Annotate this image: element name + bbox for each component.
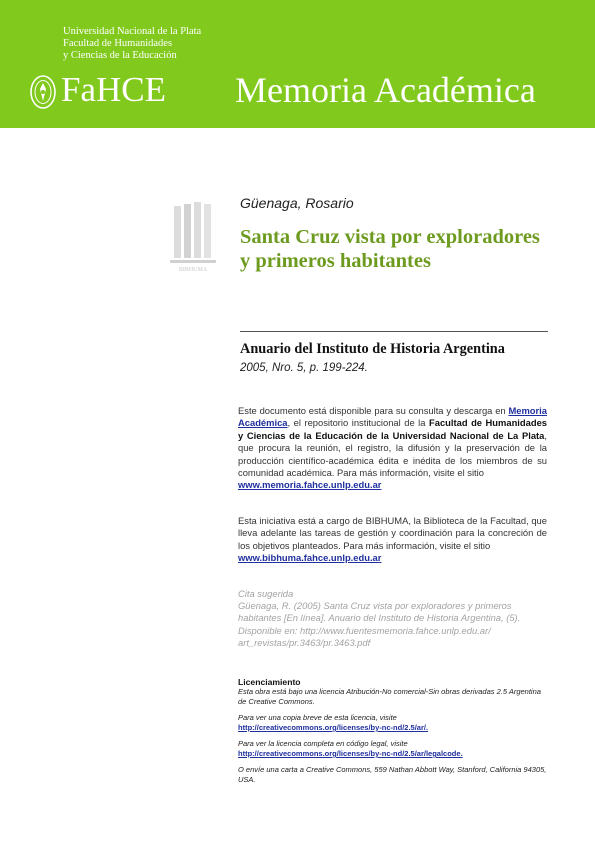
document-title: Santa Cruz vista por exploradores y primeros habitantes (240, 226, 540, 272)
university-name (63, 26, 201, 62)
license-address: O envíe una carta a Creative Commons, 559 Nathan Abbott Way, Stanford, California 94305, USA. (238, 765, 547, 784)
university-line: Universidad Nacional de la Plata (63, 26, 202, 37)
citation-line: Güenaga, R. (2005) Santa Cruz vista por exploradores y primeros (238, 600, 512, 612)
info-text: , el repositorio institucional de la (287, 417, 429, 429)
bibhuma-info-paragraph (238, 515, 547, 565)
license-copy-text: Para ver una copia breve de esta licencia, visite (238, 713, 397, 722)
license-text: Esta obra está bajo una licencia Atribución-No comercial-Sin obras derivadas 2.5 Argentina de Creative Commons. (238, 687, 541, 706)
header-banner (0, 0, 595, 128)
repository-info-paragraph (238, 405, 547, 492)
fahce-logo-text: FaHCE (61, 70, 166, 109)
memoria-academica-link[interactable]: Memoria Académica (238, 405, 547, 429)
citation-label: Cita sugerida (238, 588, 294, 599)
suggested-citation (238, 588, 547, 649)
license-short-link[interactable]: http://creativecommons.org/licenses/by-nc-nd/2.5/ar/. (238, 723, 429, 732)
faculty-name: Facultad de Humanidades y Ciencias de la Educación de la Universidad Nacional de La Plata (238, 417, 547, 441)
bibhuma-url-link[interactable]: www.bibhuma.fahce.unlp.edu.ar (238, 552, 382, 564)
university-seal-icon (29, 74, 57, 110)
info-text: Este documento está disponible para su consulta y descarga en (238, 405, 506, 416)
library-logo-caption: BIBHUMA (178, 267, 208, 273)
license-legal-text: Para ver la licencia completa en código legal, visite (238, 739, 408, 748)
publication-info: 2005, Nro. 5, p. 199-224. (240, 362, 368, 374)
divider (240, 331, 548, 332)
faculty-line: Facultad de Humanidades (63, 38, 173, 49)
repository-title: Memoria Académica (235, 70, 536, 110)
memoria-url-link[interactable]: www.memoria.fahce.unlp.edu.ar (238, 479, 382, 491)
citation-line: Disponible en: http://www.fuentesmemoria.fahce.unlp.edu.ar/ (238, 624, 491, 636)
license-section (238, 677, 550, 785)
citation-line: habitantes [En línea]. Anuario del Instituto de Historia Argentina, (5). (238, 612, 521, 624)
journal-name: Anuario del Instituto de Historia Argentina (240, 341, 505, 357)
library-columns-icon (168, 200, 220, 275)
faculty-line-2: y Ciencias de la Educación (63, 50, 177, 61)
info-text: , que procura la reunión, el registro, la difusión y la preservación de la producción científico-académica édita e inédita de los miembros de su comunidad académica. Para más información, visite el sitio (238, 429, 547, 479)
author: Güenaga, Rosario (240, 195, 354, 211)
info-text: Esta iniciativa está a cargo de BIBHUMA, la Biblioteca de la Facultad, que lleva adelante las tareas de gestión y coordinación para la concreción de los objetivos planteados. Para más información, visite el sitio (238, 515, 547, 551)
license-heading: Licenciamiento (238, 677, 301, 687)
citation-line: art_revistas/pr.3463/pr.3463.pdf (238, 636, 371, 648)
license-legalcode-link[interactable]: http://creativecommons.org/licenses/by-nc-nd/2.5/ar/legalcode. (238, 749, 463, 758)
